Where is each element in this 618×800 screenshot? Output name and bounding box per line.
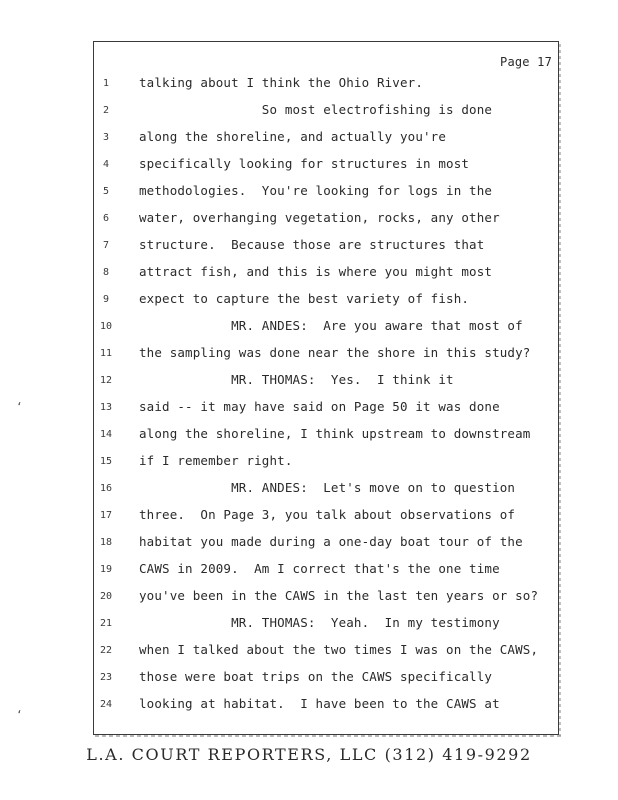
line-number: 14 xyxy=(99,429,113,440)
court-reporter-footer: L.A. COURT REPORTERS, LLC (312) 419-9292 xyxy=(86,745,532,764)
transcript-body xyxy=(0,71,618,719)
line-number: 3 xyxy=(102,132,110,143)
line-number: 5 xyxy=(102,186,110,197)
line-number: 23 xyxy=(99,672,113,683)
transcript-line xyxy=(0,395,618,422)
line-number: 7 xyxy=(102,240,110,251)
line-text: talking about I think the Ohio River. xyxy=(139,75,423,90)
line-text: along the shoreline, I think upstream to downstream xyxy=(139,426,531,441)
line-number: 12 xyxy=(99,375,113,386)
transcript-line xyxy=(0,476,618,503)
line-text: you've been in the CAWS in the last ten years or so? xyxy=(139,588,539,603)
line-text: attract fish, and this is where you might most xyxy=(139,264,493,279)
transcript-line xyxy=(0,233,618,260)
line-text: specifically looking for structures in most xyxy=(139,156,470,171)
transcript-line xyxy=(0,152,618,179)
line-text: CAWS in 2009. Am I correct that's the one time xyxy=(139,561,500,576)
line-text: habitat you made during a one-day boat tour of the xyxy=(139,534,523,549)
transcript-line xyxy=(0,692,618,719)
frame-edge-bottom xyxy=(95,735,561,737)
transcript-line xyxy=(0,260,618,287)
line-text: MR. THOMAS: Yeah. In my testimony xyxy=(139,615,500,630)
line-number: 10 xyxy=(99,321,113,332)
line-number: 17 xyxy=(99,510,113,521)
transcript-line xyxy=(0,449,618,476)
line-number: 4 xyxy=(102,159,110,170)
line-text: water, overhanging vegetation, rocks, any other xyxy=(139,210,500,225)
line-text: MR. ANDES: Are you aware that most of xyxy=(139,318,523,333)
transcript-line xyxy=(0,287,618,314)
line-number: 19 xyxy=(99,564,113,575)
line-number: 20 xyxy=(99,591,113,602)
line-number: 16 xyxy=(99,483,113,494)
line-number: 8 xyxy=(102,267,110,278)
margin-tick-mark: ‘ xyxy=(16,400,23,413)
line-text: expect to capture the best variety of fish. xyxy=(139,291,470,306)
page-number: Page 17 xyxy=(500,55,552,69)
transcript-line xyxy=(0,557,618,584)
line-text: methodologies. You're looking for logs in the xyxy=(139,183,493,198)
line-number: 6 xyxy=(102,213,110,224)
line-text: MR. ANDES: Let's move on to question xyxy=(139,480,516,495)
transcript-line xyxy=(0,125,618,152)
transcript-line xyxy=(0,98,618,125)
transcript-line xyxy=(0,206,618,233)
margin-tick-mark: ‘ xyxy=(16,708,23,721)
transcript-line xyxy=(0,422,618,449)
transcript-line xyxy=(0,503,618,530)
line-text: if I remember right. xyxy=(139,453,293,468)
line-text: structure. Because those are structures that xyxy=(139,237,485,252)
line-text: along the shoreline, and actually you're xyxy=(139,129,447,144)
transcript-line xyxy=(0,341,618,368)
transcript-line xyxy=(0,530,618,557)
line-number: 13 xyxy=(99,402,113,413)
line-text: the sampling was done near the shore in this study? xyxy=(139,345,531,360)
line-text: said -- it may have said on Page 50 it was done xyxy=(139,399,500,414)
transcript-line xyxy=(0,665,618,692)
transcript-line xyxy=(0,179,618,206)
transcript-line xyxy=(0,368,618,395)
line-number: 18 xyxy=(99,537,113,548)
line-text: So most electrofishing is done xyxy=(139,102,493,117)
line-number: 2 xyxy=(102,105,110,116)
transcript-line xyxy=(0,611,618,638)
transcript-line xyxy=(0,584,618,611)
transcript-line xyxy=(0,638,618,665)
transcript-line xyxy=(0,314,618,341)
line-number: 24 xyxy=(99,699,113,710)
line-text: looking at habitat. I have been to the CAWS at xyxy=(139,696,500,711)
line-text: when I talked about the two times I was on the CAWS, xyxy=(139,642,539,657)
line-number: 1 xyxy=(102,78,110,89)
line-number: 21 xyxy=(99,618,113,629)
line-number: 15 xyxy=(99,456,113,467)
line-number: 11 xyxy=(99,348,113,359)
line-number: 9 xyxy=(102,294,110,305)
line-text: those were boat trips on the CAWS specifically xyxy=(139,669,493,684)
line-text: three. On Page 3, you talk about observations of xyxy=(139,507,516,522)
line-number: 22 xyxy=(99,645,113,656)
line-text: MR. THOMAS: Yes. I think it xyxy=(139,372,454,387)
transcript-line xyxy=(0,71,618,98)
